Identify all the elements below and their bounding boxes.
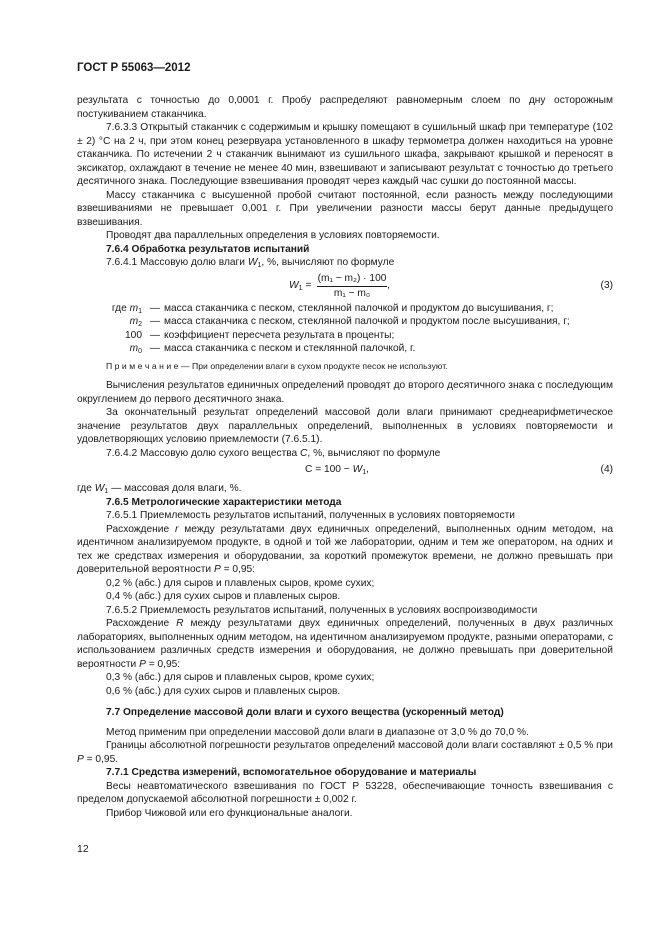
where-row [77, 302, 613, 316]
numerator: (m₁ − m₂) · 100 [317, 272, 387, 288]
section-heading: 7.7.1 Средства измерений, вспомогательное оборудование и материалы [106, 767, 477, 778]
symbol: Р [77, 753, 84, 765]
paragraph: 7.6.5.1 Приемлемость результатов испытаний, полученных в условиях повторяемости [106, 510, 515, 521]
text-run: = 0,95: [220, 564, 256, 575]
paragraph [77, 256, 613, 270]
formula-tail: , [366, 464, 369, 475]
subscript: 1 [257, 262, 262, 269]
subscript: 2 [138, 321, 142, 328]
formula-number: (3) [600, 279, 613, 291]
formula-tail: , [387, 279, 390, 291]
denominator: m₁ − m₀ [333, 288, 371, 299]
paragraph [77, 523, 613, 577]
dash: — [149, 343, 161, 354]
paragraph: 0,6 % (абс.) для сухих сыров и плавленых сыров. [106, 685, 341, 697]
paragraph: Массу стаканчика с высушенной пробой считают постоянной, если разность между последующими взвешиваниями не превышает 0,001 г. При увеличении разности массы берут данные предыдущего взвешивания. [77, 189, 613, 228]
paragraph: Прибор Чижовой или его функциональные аналоги. [106, 807, 353, 819]
symbol: m [129, 343, 139, 354]
symbol: Р [213, 564, 221, 575]
text-run: С = 100 − [305, 464, 353, 475]
paragraph [77, 482, 613, 496]
subscript: 1 [298, 284, 303, 292]
paragraph: Весы неавтоматического взвешивания по ГОСТ Р 53228, обеспечивающие точность взвешивания с пределом допускаемой абсолютной погрешности ± 0,002 г. [77, 780, 613, 805]
paragraph: 0,3 % (абс.) для сыров и плавленых сыров, кроме сухих; [106, 672, 375, 683]
where-text: масса стаканчика с песком, стеклянной палочкой и продуктом до высушивания, г; [164, 302, 554, 314]
section-heading: 7.6.5 Метрологические характеристики метода [106, 496, 342, 508]
paragraph: 7.6.3.3 Открытый стаканчик с содержимым и крышку помещают в сушильный шкаф при температуре (102 ± 2) °С на 2 ч, при этом конец резервуара установленного в шкафу термометра должен находиться на уровне стаканчика. По истечении 2 ч стаканчик вынимают из сушильного шкафа, закрывают крышкой и переносят в эксикатор, охлаждают в течение не менее 40 мин, взвешивают и записывают результат с точностью до третьего десятичного знака. Последующие взвешивания проводят через каждый час сушки до постоянной массы. [77, 122, 613, 187]
where-text: коэффициент пересчета результата в проценты; [164, 329, 395, 341]
where-symbol [77, 315, 146, 329]
paragraph [77, 617, 613, 671]
subscript: 0 [138, 348, 142, 355]
paragraph: Вычисления результатов единичных определений проводят до второго десятичного знака с последующим округлением до первого десятичного знака. [77, 380, 613, 405]
where-row [77, 329, 613, 343]
paragraph: результата с точностью до 0,0001 г. Пробу распределяют равномерным слоем по дну осторожным постукиванием стаканчика. [77, 95, 613, 120]
dash: — [149, 329, 161, 341]
page-number: 12 [77, 843, 89, 855]
where-text: масса стаканчика с песком и стеклянной палочкой, г. [164, 343, 416, 354]
paragraph: 7.6.5.2 Приемлемость результатов испытаний, полученных в условиях воспроизводимости [106, 604, 538, 616]
where-symbol [77, 342, 146, 356]
text-run: 7.6.4.1 Массовую долю влаги [106, 257, 248, 268]
paragraph: 0,4 % (абс.) для сухих сыров и плавленых сыров. [106, 591, 341, 602]
symbol: r [175, 523, 179, 535]
document-header: ГОСТ Р 55063—2012 [77, 62, 191, 74]
section-heading: 7.6.4 Обработка результатов испытаний [106, 243, 310, 255]
where-symbol: 100 [125, 329, 142, 341]
section-heading: 7.7 Определение массовой доли влаги и сухого вещества (ускоренный метод) [106, 707, 504, 718]
symbol: m [129, 316, 139, 327]
text-run: = 0,95: [145, 658, 181, 670]
symbol: W [289, 279, 299, 291]
where-text: масса стаканчика с песком, стеклянной палочкой и продуктом после высушивания, г; [164, 316, 570, 327]
formula-4 [77, 463, 613, 479]
formula-3 [77, 272, 613, 300]
paragraph [77, 739, 613, 766]
formula-number: (4) [600, 464, 613, 475]
symbol: R [176, 618, 184, 629]
where-row [77, 315, 613, 329]
symbol: W [352, 464, 363, 475]
symbol: W [247, 257, 258, 268]
symbol: Р [139, 658, 146, 670]
text-run: Расхождение [106, 618, 177, 629]
paragraph: Проводят два параллельных определения в условиях повторяемости. [106, 230, 440, 241]
subscript: 1 [104, 488, 109, 495]
symbol: W [94, 483, 105, 494]
equals-sign: = [302, 279, 312, 291]
text-run: между результатами двух единичных определений, полученных в двух различных лабораториях, выполненных одним методом, на идентичном анализируемом продукте, разными операторами, с использованием различных средств измерения и оборудования, не должно превышать при доверительной вероятности [77, 618, 613, 670]
text-run: Расхождение [106, 523, 176, 535]
dash: — [149, 316, 161, 327]
subscript: 1 [362, 469, 367, 476]
paragraph [77, 447, 613, 461]
text-run: Границы абсолютной погрешности результатов определений массовой доли влаги составляют ± 0,5 % при [106, 740, 613, 751]
document-body [77, 94, 613, 820]
formula-expression [305, 463, 369, 477]
text-run: 7.6.4.2 Массовую долю сухого вещества [106, 447, 301, 459]
paragraph: Метод применим при определении массовой доли влаги в диапазоне от 3,0 % до 70,0 %. [106, 726, 529, 738]
fraction [317, 272, 387, 301]
subscript: 1 [138, 307, 142, 315]
text-run: где [77, 483, 95, 494]
dash: — [149, 302, 161, 314]
where-word: где [111, 302, 127, 314]
where-symbol [77, 302, 146, 316]
text-run: между результатами двух единичных определений, выполненных одним методом, на идентичном анализируемом продукте, в одной и той же лаборатории, одним и тем же оператором, на одних и тех же средствах измерения и оборудовании, за короткий промежуток времени, не должно превышать при доверительной вероятности [77, 523, 614, 575]
where-row [77, 342, 613, 356]
symbol: С [300, 447, 308, 459]
symbol: m [129, 302, 139, 314]
text-run: — массовая доля влаги, %. [108, 483, 242, 494]
text-run: , %, вычисляют по формуле [307, 447, 441, 459]
formula-lhs [289, 279, 311, 293]
text-run: , %, вычисляют по формуле [261, 257, 395, 268]
paragraph: За окончательный результат определений массовой доли влаги принимают среднеарифметическое значение результатов двух параллельных определений, выполненных в условиях повторяемости и удовлетворяющих условию приемлемости (7.6.5.1). [77, 407, 613, 445]
text-run: = 0,95. [83, 753, 119, 765]
note: П р и м е ч а н и е — При определении влаги в сухом продукте песок не используют. [106, 360, 448, 371]
where-list [77, 302, 613, 356]
paragraph: 0,2 % (абс.) для сыров и плавленых сыров, кроме сухих; [106, 577, 375, 589]
